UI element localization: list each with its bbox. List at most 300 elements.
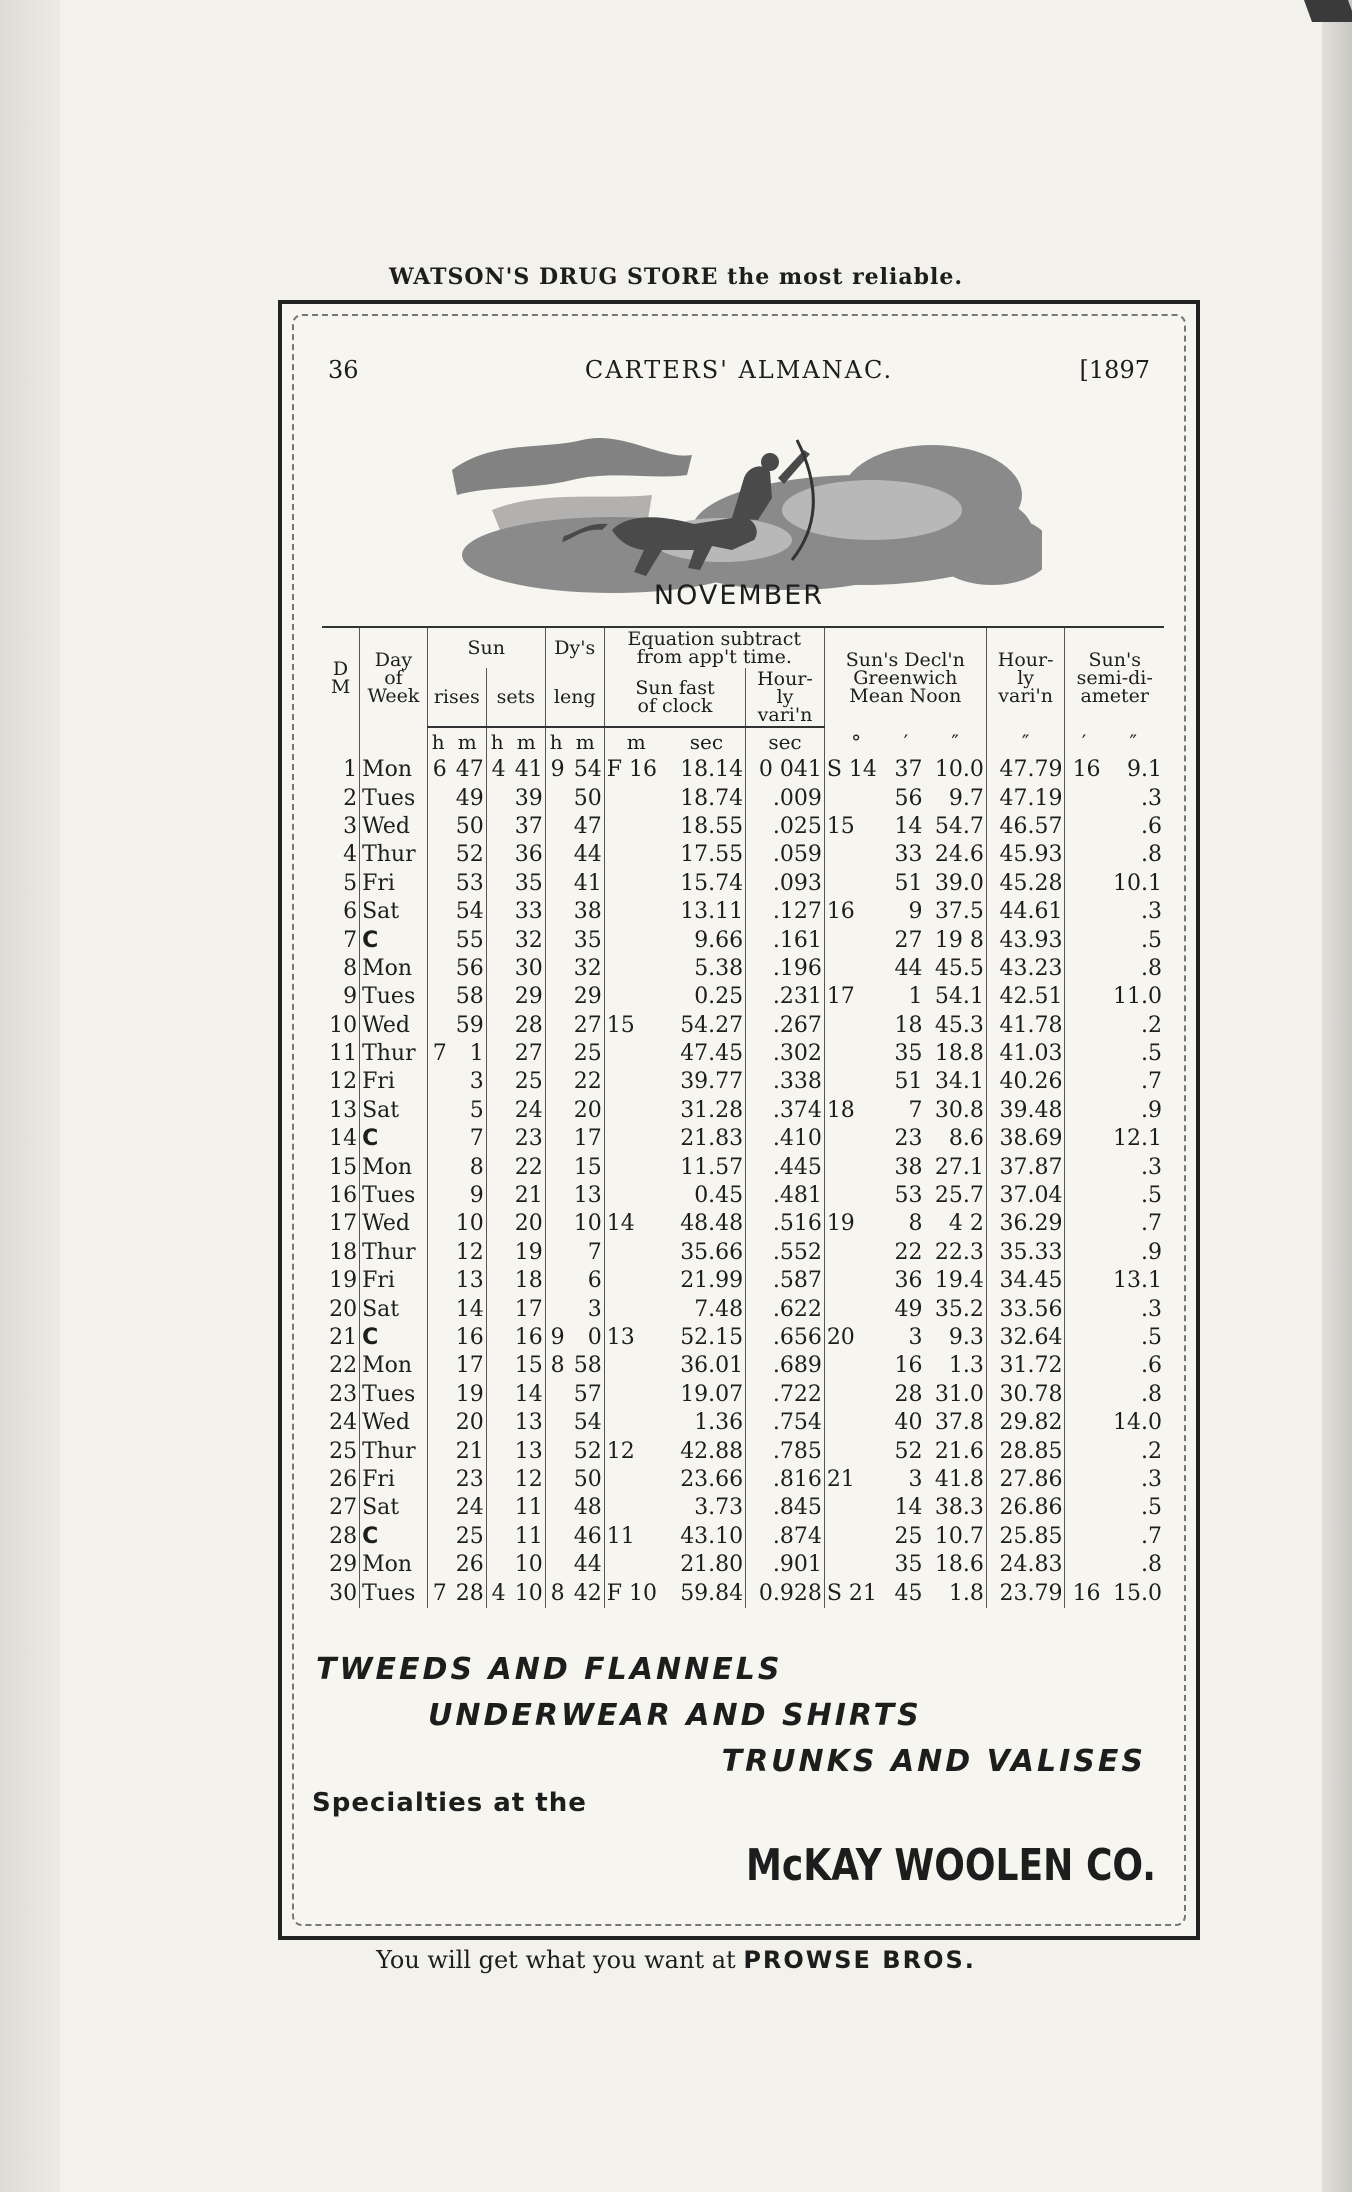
table-cell: [1065, 1381, 1103, 1409]
table-cell: [1065, 1012, 1103, 1040]
table-cell: 51: [894, 1069, 923, 1095]
table-cell: 21.99: [680, 1268, 744, 1294]
almanac-table: [322, 626, 1164, 1608]
top-banner: [0, 264, 1352, 290]
table-cell: 32: [573, 955, 602, 981]
table-cell: [427, 1012, 448, 1040]
table-cell: 26: [455, 1552, 484, 1578]
table-cell: .3: [1141, 899, 1162, 925]
table-cell: [604, 1125, 667, 1153]
table-cell: .093: [746, 870, 825, 898]
table-cell: 17: [514, 1296, 543, 1322]
table-cell: 31.0: [934, 1381, 984, 1407]
col-hourly-variation-1: Hour- ly vari'n: [746, 668, 825, 727]
table-cell: [824, 1295, 887, 1323]
table-cell: Fri: [360, 1068, 428, 1096]
table-cell: 25: [573, 1041, 602, 1067]
table-cell: .059: [746, 841, 825, 869]
table-cell: 15.74: [680, 870, 744, 896]
table-cell: 14.0: [1113, 1410, 1162, 1436]
table-cell: [486, 1523, 507, 1551]
table-cell: 42.51: [986, 983, 1065, 1011]
table-cell: 22.3: [934, 1239, 984, 1265]
table-cell: 26: [329, 1466, 358, 1492]
unit-cell: [322, 727, 360, 756]
table-cell: 2: [343, 785, 358, 811]
table-row: [322, 813, 1164, 841]
table-cell: 35: [894, 1041, 923, 1067]
table-cell: 18: [894, 1012, 923, 1038]
table-cell: [427, 784, 448, 812]
table-cell: [1065, 1466, 1103, 1494]
table-cell: 52.15: [680, 1325, 744, 1350]
table-cell: 1.3: [948, 1353, 984, 1379]
table-cell: [604, 841, 667, 869]
table-cell: 49: [455, 785, 484, 811]
table-cell: 59.84: [680, 1580, 744, 1606]
table-cell: 20: [824, 1324, 887, 1352]
table-cell: .161: [746, 926, 825, 954]
table-cell: 1: [908, 984, 923, 1010]
table-cell: [1065, 1097, 1103, 1125]
table-cell: .2: [1141, 1012, 1162, 1038]
table-cell: 38: [894, 1154, 923, 1180]
table-cell: 17: [824, 983, 887, 1011]
table-cell: 12.1: [1113, 1126, 1162, 1152]
unit-cell: m: [575, 730, 595, 754]
table-cell: 48.48: [680, 1211, 744, 1237]
table-cell: 19.07: [680, 1381, 744, 1407]
table-cell: [486, 841, 507, 869]
table-cell: 9: [343, 984, 358, 1010]
table-cell: 45.5: [934, 955, 984, 981]
table-cell: 30.8: [934, 1097, 984, 1123]
table-cell: 39.77: [680, 1069, 744, 1095]
table-cell: .785: [746, 1437, 825, 1465]
col-rises: rises: [427, 668, 486, 727]
table-cell: 53: [455, 870, 484, 896]
table-row: [322, 1551, 1164, 1579]
table-cell: 7: [343, 927, 358, 953]
table-cell: 18.55: [680, 813, 744, 839]
table-cell: Wed: [360, 1210, 428, 1238]
table-cell: [604, 813, 667, 841]
table-cell: [486, 1182, 507, 1210]
table-cell: .5: [1141, 1325, 1162, 1350]
table-cell: 31.28: [680, 1097, 744, 1123]
table-cell: .656: [746, 1324, 825, 1352]
table-cell: [427, 1239, 448, 1267]
table-cell: .3: [1141, 1154, 1162, 1180]
table-cell: 25: [894, 1523, 923, 1549]
table-cell: Mon: [360, 1153, 428, 1181]
table-row: [322, 1153, 1164, 1181]
table-cell: .3: [1141, 785, 1162, 811]
table-cell: 39.48: [986, 1097, 1065, 1125]
table-row: [322, 1097, 1164, 1125]
table-cell: 13: [514, 1438, 543, 1464]
table-cell: 15: [573, 1154, 602, 1180]
table-cell: 54: [573, 757, 602, 783]
table-cell: Sat: [360, 1295, 428, 1323]
table-cell: 51: [894, 870, 923, 896]
table-cell: 47: [573, 813, 602, 839]
table-cell: 24.83: [986, 1551, 1065, 1579]
table-cell: 43.10: [680, 1523, 744, 1549]
table-cell: 8: [469, 1154, 484, 1180]
table-cell: [1065, 955, 1103, 983]
table-cell: 41.78: [986, 1012, 1065, 1040]
col-sun-fast: Sun fast of clock: [604, 668, 745, 727]
table-cell: 25.7: [934, 1183, 984, 1209]
table-cell: 3: [587, 1296, 602, 1322]
table-cell: [604, 983, 667, 1011]
table-cell: [604, 1153, 667, 1181]
table-cell: 14: [604, 1210, 667, 1238]
table-cell: 30: [514, 955, 543, 981]
table-cell: 11.57: [680, 1154, 744, 1180]
table-row: [322, 1466, 1164, 1494]
table-cell: 35: [514, 870, 543, 896]
table-cell: 16: [455, 1325, 484, 1350]
table-cell: 33: [514, 899, 543, 925]
table-cell: Sat: [360, 1097, 428, 1125]
table-cell: [824, 1381, 887, 1409]
table-cell: 7: [427, 1040, 448, 1068]
table-cell: 15: [824, 813, 887, 841]
table-cell: Wed: [360, 1012, 428, 1040]
table-cell: 35: [894, 1552, 923, 1578]
table-cell: 47.19: [986, 784, 1065, 812]
table-cell: 3: [908, 1466, 923, 1492]
table-cell: 1.8: [948, 1580, 984, 1606]
table-cell: [604, 898, 667, 926]
table-cell: [545, 1182, 566, 1210]
table-row: [322, 1381, 1164, 1409]
table-cell: .445: [746, 1153, 825, 1181]
table-cell: [1065, 1125, 1103, 1153]
table-cell: [545, 983, 566, 1011]
table-cell: 33.56: [986, 1295, 1065, 1323]
table-cell: 10.1: [1113, 870, 1162, 896]
table-cell: 14: [894, 813, 923, 839]
table-cell: 18: [514, 1268, 543, 1294]
table-cell: [545, 1295, 566, 1323]
table-cell: 27.86: [986, 1466, 1065, 1494]
table-cell: [486, 955, 507, 983]
col-sets: sets: [486, 668, 545, 727]
table-cell: 20: [455, 1410, 484, 1436]
table-cell: [604, 1551, 667, 1579]
table-cell: 14: [329, 1126, 358, 1152]
table-row: [322, 898, 1164, 926]
table-cell: .6: [1141, 813, 1162, 839]
table-cell: Thur: [360, 841, 428, 869]
table-cell: 43.93: [986, 926, 1065, 954]
table-cell: [1065, 983, 1103, 1011]
table-cell: 4: [343, 842, 358, 868]
table-cell: 44: [573, 1552, 602, 1578]
table-cell: .3: [1141, 1466, 1162, 1492]
table-cell: 40: [894, 1410, 923, 1436]
table-cell: 1: [469, 1041, 484, 1067]
table-cell: [604, 955, 667, 983]
table-cell: 44: [894, 955, 923, 981]
table-cell: F 16: [604, 756, 667, 784]
table-cell: 9: [469, 1183, 484, 1209]
banner-bold: WATSON'S DRUG STORE: [388, 264, 719, 290]
table-cell: [1065, 870, 1103, 898]
table-cell: 24: [329, 1410, 358, 1436]
table-cell: .816: [746, 1466, 825, 1494]
table-cell: [486, 1040, 507, 1068]
table-cell: [427, 1494, 448, 1522]
table-cell: [486, 926, 507, 954]
page-title: CARTERS' ALMANAC.: [584, 356, 894, 384]
table-cell: 49: [894, 1296, 923, 1322]
table-cell: [427, 983, 448, 1011]
table-row: [322, 1494, 1164, 1522]
table-cell: [604, 784, 667, 812]
table-cell: 0.25: [694, 984, 744, 1010]
table-cell: 48: [573, 1495, 602, 1521]
table-cell: 13: [455, 1268, 484, 1294]
table-cell: 54.7: [934, 813, 984, 839]
table-cell: [545, 898, 566, 926]
page-number: 36: [328, 356, 359, 384]
table-cell: 16: [824, 898, 887, 926]
table-cell: 11: [329, 1041, 358, 1067]
col-leng: leng: [545, 668, 604, 727]
table-cell: 35.2: [934, 1296, 984, 1322]
table-cell: [824, 841, 887, 869]
table-cell: .874: [746, 1523, 825, 1551]
ad-specialties: Specialties at the: [312, 1788, 587, 1818]
table-cell: .8: [1141, 842, 1162, 868]
table-cell: 54.1: [934, 984, 984, 1010]
table-cell: 37.5: [934, 899, 984, 925]
table-cell: Thur: [360, 1239, 428, 1267]
table-cell: 32: [514, 927, 543, 953]
table-cell: 35: [573, 927, 602, 953]
col-dys: Dy's: [545, 627, 604, 668]
table-cell: 36: [514, 842, 543, 868]
table-cell: 14: [894, 1495, 923, 1521]
table-row: [322, 1210, 1164, 1238]
table-cell: 9: [545, 1324, 566, 1352]
table-cell: .9: [1141, 1097, 1162, 1123]
table-cell: 23: [894, 1126, 923, 1152]
table-cell: [486, 1466, 507, 1494]
table-cell: 28: [894, 1381, 923, 1407]
table-cell: 14: [514, 1381, 543, 1407]
table-cell: 7: [908, 1097, 923, 1123]
table-cell: 15: [604, 1012, 667, 1040]
table-cell: .5: [1141, 1183, 1162, 1209]
table-cell: .722: [746, 1381, 825, 1409]
table-cell: [545, 1239, 566, 1267]
table-cell: Tues: [360, 1381, 428, 1409]
table-cell: [824, 1040, 887, 1068]
unit-cell: h: [427, 727, 448, 756]
table-cell: .196: [746, 955, 825, 983]
table-cell: [486, 1210, 507, 1238]
table-cell: [824, 870, 887, 898]
table-cell: 8: [545, 1579, 566, 1607]
table-cell: 16: [514, 1325, 543, 1350]
footer-bold: PROWSE BROS.: [743, 1946, 976, 1974]
table-cell: 17: [455, 1353, 484, 1379]
table-cell: 19 8: [934, 927, 984, 953]
table-cell: 22: [514, 1154, 543, 1180]
table-cell: 27: [894, 927, 923, 953]
table-cell: 4 2: [948, 1211, 984, 1237]
table-cell: [545, 1040, 566, 1068]
col-declination: Sun's Decl'n Greenwich Mean Noon: [824, 627, 986, 727]
table-cell: Sat: [360, 1494, 428, 1522]
table-cell: [427, 1551, 448, 1579]
table-cell: 21: [329, 1325, 358, 1350]
table-cell: 21: [514, 1183, 543, 1209]
footer-line: [0, 1946, 1352, 1974]
table-cell: .754: [746, 1409, 825, 1437]
table-cell: 12: [455, 1239, 484, 1265]
table-cell: 18.74: [680, 785, 744, 811]
table-cell: [427, 1523, 448, 1551]
table-cell: 13: [329, 1097, 358, 1123]
table-row: [322, 1012, 1164, 1040]
table-cell: [1065, 1295, 1103, 1323]
table-cell: .587: [746, 1267, 825, 1295]
table-cell: 54: [573, 1410, 602, 1436]
col-day-of-week: Day of Week: [360, 627, 428, 727]
table-cell: 13: [573, 1183, 602, 1209]
table-cell: .2: [1141, 1438, 1162, 1464]
advertisement: [282, 1652, 1196, 1902]
table-cell: .481: [746, 1182, 825, 1210]
table-cell: [545, 1523, 566, 1551]
table-cell: 43.23: [986, 955, 1065, 983]
table-cell: 11: [514, 1495, 543, 1521]
table-cell: 39.0: [934, 870, 984, 896]
table-cell: 50: [573, 1466, 602, 1492]
page-corner: [1304, 0, 1352, 22]
table-row: [322, 1523, 1164, 1551]
table-cell: 9.3: [948, 1325, 984, 1350]
table-cell: 54: [455, 899, 484, 925]
table-cell: [824, 1523, 887, 1551]
table-cell: [427, 870, 448, 898]
table-cell: [486, 1409, 507, 1437]
table-cell: S 21: [824, 1579, 887, 1607]
table-cell: 35.33: [986, 1239, 1065, 1267]
table-cell: F 10: [604, 1579, 667, 1607]
table-cell: 26.86: [986, 1494, 1065, 1522]
table-cell: 15: [329, 1154, 358, 1180]
table-cell: [1065, 1210, 1103, 1238]
table-cell: 17: [573, 1126, 602, 1152]
almanac-frame: [278, 300, 1200, 1940]
table-cell: .7: [1141, 1069, 1162, 1095]
table-cell: 22: [573, 1069, 602, 1095]
table-row: [322, 1068, 1164, 1096]
table-cell: 10: [514, 1580, 543, 1606]
table-cell: 36: [894, 1268, 923, 1294]
table-cell: 33: [894, 842, 923, 868]
table-cell: 44.61: [986, 898, 1065, 926]
ad-company: McKAY WOOLEN CO.: [745, 1840, 1156, 1891]
unit-cell: h: [545, 727, 566, 756]
table-cell: [486, 983, 507, 1011]
table-cell: 19: [329, 1268, 358, 1294]
table-cell: 10: [514, 1552, 543, 1578]
table-cell: [1065, 1494, 1103, 1522]
table-cell: 10: [573, 1211, 602, 1237]
table-cell: Mon: [360, 955, 428, 983]
table-cell: [545, 1125, 566, 1153]
table-cell: [604, 1352, 667, 1380]
table-cell: .410: [746, 1125, 825, 1153]
table-row: [322, 983, 1164, 1011]
table-cell: [486, 784, 507, 812]
table-cell: .5: [1141, 927, 1162, 953]
table-cell: 21.6: [934, 1438, 984, 1464]
table-cell: [604, 926, 667, 954]
table-cell: [824, 955, 887, 983]
table-row: [322, 870, 1164, 898]
unit-cell: m: [604, 727, 667, 756]
table-cell: C: [360, 926, 428, 954]
table-cell: 9.66: [694, 927, 744, 953]
table-cell: [486, 1494, 507, 1522]
table-cell: [427, 1182, 448, 1210]
table-cell: 58: [455, 984, 484, 1010]
col-sun: Sun: [427, 627, 545, 668]
col-equation: Equation subtract from app't time.: [604, 627, 824, 668]
table-cell: 42.88: [680, 1438, 744, 1464]
table-cell: [545, 1068, 566, 1096]
page-header: [282, 356, 1196, 390]
table-cell: 25.85: [986, 1523, 1065, 1551]
table-cell: [1065, 1182, 1103, 1210]
table-cell: [486, 1295, 507, 1323]
table-row: [322, 1324, 1164, 1352]
table-cell: 0 041: [746, 756, 825, 784]
unit-cell: ′: [1065, 727, 1103, 756]
table-cell: [427, 1097, 448, 1125]
table-cell: 29.82: [986, 1409, 1065, 1437]
table-cell: 32.64: [986, 1324, 1065, 1352]
table-cell: 46: [573, 1523, 602, 1549]
table-cell: 29: [573, 984, 602, 1010]
table-cell: 6: [427, 756, 448, 784]
table-cell: .231: [746, 983, 825, 1011]
table-cell: 3: [908, 1325, 923, 1350]
table-row: [322, 1409, 1164, 1437]
table-cell: 56: [455, 955, 484, 981]
banner-rest: the most reliable.: [727, 264, 964, 290]
table-cell: 40.26: [986, 1068, 1065, 1096]
table-cell: [545, 1409, 566, 1437]
table-row: [322, 1437, 1164, 1465]
table-cell: 37: [894, 757, 923, 783]
table-cell: 50: [455, 813, 484, 839]
table-cell: [824, 926, 887, 954]
table-cell: 47.45: [680, 1041, 744, 1067]
table-cell: 5: [469, 1097, 484, 1123]
table-cell: 11: [514, 1523, 543, 1549]
table-cell: 10.0: [934, 757, 984, 783]
